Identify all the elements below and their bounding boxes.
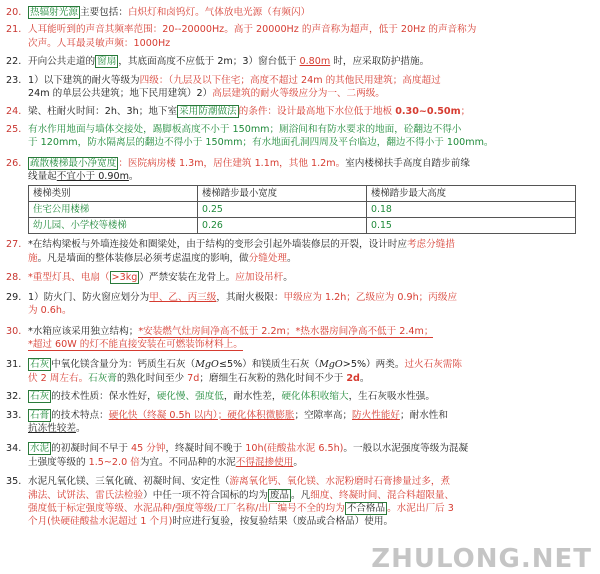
text-line (28, 271, 594, 284)
text-segment: ）中任一项不符合国标的均为 (143, 489, 268, 501)
text-segment: 时应进行复验，按复验结果（废品或合格品）使用。 (172, 516, 394, 528)
table-row (29, 202, 576, 218)
item-number: 22. (6, 56, 22, 68)
text-line (28, 372, 594, 385)
text-line (28, 338, 594, 351)
item-body (28, 442, 594, 469)
item-body (28, 55, 594, 68)
spacer (6, 150, 594, 157)
text-segment: 2d (346, 372, 360, 384)
text-segment: ：（九层及以下住宅；高度不超过 24m 的其他民用建筑；高度超过 (158, 74, 441, 86)
item-number: 33. (6, 409, 22, 421)
text-segment: 的技术特点： (51, 409, 109, 421)
text-segment: 时，应采取防护措施。 (330, 56, 430, 68)
text-segment: 10h(硅酸盐水泥 6.5h) (245, 443, 344, 455)
list-item (6, 55, 594, 68)
text-segment: *重型灯具、电扇（ (28, 272, 110, 284)
text-segment: 。 (359, 372, 370, 384)
list-item (6, 291, 594, 318)
item-number: 24. (6, 106, 22, 118)
text-segment: 沸法、试饼法、雷氏法检验 (28, 489, 144, 501)
list-item (6, 6, 594, 19)
text-line (28, 136, 594, 149)
item-body (28, 358, 594, 385)
text-segment: 梁、柱耐火时间：2h、3h； (28, 106, 149, 118)
keyword-box: 石膏 (30, 409, 50, 421)
text-segment: ：医院病房楼 1.3m，居住建筑 1.1m，其他 1.2m。 (118, 157, 346, 169)
item-body (28, 475, 594, 529)
text-segment: ； (460, 106, 471, 118)
list-item (6, 358, 594, 385)
text-segment: 0.80m (299, 56, 331, 68)
item-body (28, 6, 594, 19)
text-segment: 考虑分缝措 (406, 239, 455, 251)
list-item (6, 23, 594, 50)
item-number: 23. (6, 74, 22, 86)
text-line (28, 442, 594, 455)
item-body (28, 291, 594, 318)
item-body (28, 74, 594, 101)
text-segment: 。凡 (291, 489, 311, 501)
text-segment: 。 (283, 272, 293, 284)
text-segment: 石灰膏 (88, 372, 117, 384)
table-cell: 0.25 (198, 202, 367, 218)
text-line (28, 157, 594, 170)
text-segment: 。水泥出厂后 3 (387, 502, 454, 514)
table-header-row (29, 186, 576, 202)
text-segment: 24m 的单层公共建筑；地下民用建筑）2） (28, 88, 213, 100)
list-item (6, 475, 594, 529)
text-segment: 白炽灯和卤钨灯。气体放电光源（有频闪） (127, 7, 311, 18)
text-segment: 1）防火门、防火窗应划分为 (28, 291, 150, 303)
text-segment: 细度、终凝时间、混合料超限量、 (310, 489, 455, 501)
text-segment: *超过 60W 的灯不能直接安装在可燃装饰材料上。 (28, 338, 243, 350)
item-number: 30. (6, 325, 22, 337)
text-segment: *在结构梁板与外墙连接处和圈梁处，由于结构的变形会引起外墙装修层的开裂，设计时应 (28, 239, 407, 251)
keyword-box: 不合格品 (346, 502, 386, 514)
item-body (28, 123, 594, 150)
text-segment: 伏 2 周左右。 (28, 372, 89, 384)
text-segment: 开向公共走道的 (28, 56, 96, 68)
text-segment: 为宜。不同品种的水泥 (139, 456, 236, 468)
text-line (28, 74, 594, 87)
text-segment: 个月(快硬硅酸盐水泥超过 1 个月) (28, 516, 173, 528)
table-cell: 0.18 (367, 202, 576, 218)
item-body (28, 23, 594, 50)
text-segment: 分缝处理 (248, 252, 288, 264)
spacer (6, 435, 594, 442)
spacer (6, 318, 594, 325)
item-body (28, 390, 594, 403)
text-segment: 。 (75, 422, 86, 434)
keyword-box: 废品 (269, 489, 290, 501)
text-segment: 施 (28, 252, 38, 264)
text-segment: ；磨细生石灰粉的熟化时间不少于 (199, 372, 347, 384)
item-number: 21. (6, 24, 22, 36)
text-line (28, 390, 594, 403)
text-segment: ，其底面高度不应低于 2m；3）窗台低于 (118, 56, 300, 68)
text-segment: 线量起 (28, 171, 57, 183)
text-segment: 0.30~0.50m (395, 106, 461, 118)
text-segment: 水泥凡氧化镁、三氧化硫、初凝时间、安定性（ (28, 476, 230, 488)
text-segment: 土强度等级的 (28, 456, 89, 468)
text-segment: 游离氧化钙、氧化镁、水泥粉磨时石膏掺量过多，煮 (229, 476, 451, 488)
text-segment: 于 120mm，防水隔离层的翻边不得小于 150mm；有水地面孔洞四周及平台临边，翻边不得小于 100mm。 (28, 137, 494, 149)
item-number: 32. (6, 391, 22, 403)
text-segment: *水箱应该采用独立结构； (28, 325, 139, 337)
document-page (6, 6, 594, 529)
item-number: 26. (6, 157, 22, 169)
text-segment: 7d (187, 372, 200, 384)
text-segment: ，生石灰吸水性强。 (348, 391, 435, 403)
item-number: 29. (6, 291, 22, 303)
text-segment: 的条件：设计最高地下水位低于地板 (238, 106, 396, 118)
text-line (28, 37, 594, 50)
keyword-box: >3kg (111, 272, 138, 284)
text-line (28, 23, 594, 36)
text-segment: 硬化慢、强度低 (156, 391, 224, 403)
text-line (28, 123, 594, 136)
item-body (28, 325, 594, 352)
table-cell: 0.15 (367, 218, 576, 234)
text-segment: 1.5~2.0 倍 (88, 456, 140, 468)
keyword-box: 石灰 (30, 391, 50, 403)
text-segment: 硬化快（终凝 0.5h 以内）；硬化体积微膨胀 (108, 409, 295, 421)
item-number: 20. (6, 7, 22, 18)
table-cell: 0.26 (198, 218, 367, 234)
item-body (28, 105, 594, 118)
text-segment: 1）以下建筑的耐火等级为 (28, 74, 140, 86)
text-segment: 不得混掺使用 (235, 456, 294, 468)
text-segment: 应加设吊杆 (235, 272, 284, 284)
text-segment: 硬化体积收缩大 (281, 391, 349, 403)
text-segment: 高层建筑的耐火等级应分为一、二两级。 (212, 88, 385, 100)
text-line (28, 358, 594, 371)
text-segment: ≤5%）和镁质生石灰（ (218, 359, 319, 371)
item-number: 28. (6, 272, 22, 284)
text-segment: ）严禁安装在龙骨上。 (139, 272, 236, 284)
text-segment: 中氧化镁含量分为：钙质生石灰（ (51, 359, 196, 371)
text-segment: 为 0.6h。 (28, 305, 72, 317)
text-line (28, 6, 594, 19)
text-segment: 防火性能好 (352, 409, 401, 421)
list-item (6, 105, 594, 118)
stair-table (28, 185, 576, 234)
table-cell: 幼儿园、小学校等楼梯 (29, 218, 198, 234)
text-line (28, 291, 594, 304)
text-segment: ，终凝时间不晚于 (165, 443, 246, 455)
text-segment: 。 (293, 456, 303, 468)
spacer (6, 351, 594, 358)
item-body (28, 271, 594, 284)
keyword-box: 采用防潮做法 (179, 106, 237, 118)
list-item (6, 238, 594, 265)
list-item (6, 271, 594, 284)
item-body (28, 409, 594, 436)
text-line (28, 475, 594, 488)
text-segment: 。 (287, 252, 297, 264)
text-line (28, 55, 594, 68)
table-header-cell: 楼梯踏步最小宽度 (198, 186, 367, 202)
text-segment: 。 (128, 171, 139, 183)
list-item (6, 123, 594, 150)
text-segment: ；耐水性和 (400, 409, 448, 421)
text-segment: 过火石灰需陈 (404, 359, 462, 371)
keyword-box: 热辐射光源 (30, 7, 78, 18)
keyword-box: 水泥 (30, 443, 50, 455)
text-segment: ，耐水性差， (223, 391, 282, 403)
text-line (28, 252, 594, 265)
text-segment: ；空隙率高； (294, 409, 353, 421)
text-segment: 主要包括： (79, 7, 128, 18)
item-body (28, 157, 594, 237)
table-cell: 住宅公用楼梯 (29, 202, 198, 218)
text-line (28, 456, 594, 469)
text-segment: 次声。 (28, 37, 57, 49)
text-segment: 的熟化时间至少 (116, 372, 188, 384)
list-item (6, 409, 594, 436)
item-number: 27. (6, 239, 22, 251)
text-segment: 室内楼梯扶手高度自踏步前缘 (345, 157, 470, 169)
text-line (28, 409, 594, 422)
text-segment: 。一般以水泥强度等级为混凝 (343, 443, 469, 455)
text-segment: 甲、乙、丙三级 (149, 291, 217, 303)
text-segment: ，其耐火极限： (216, 291, 284, 303)
text-segment: 抗冻性较差 (28, 422, 76, 434)
text-line (28, 325, 594, 338)
text-segment: 四级 (139, 74, 159, 86)
item-body (28, 238, 594, 265)
text-segment: 45 分钟 (131, 443, 166, 455)
list-item (6, 325, 594, 352)
table-header-cell: 楼梯踏步最大高度 (367, 186, 576, 202)
text-segment: *安装燃气灶房间净高不低于 2.2m；*热水器房间净高不低于 2.4m； (138, 325, 434, 337)
table-row (29, 218, 576, 234)
text-segment: 人耳最灵敏声频：1000Hz (56, 37, 171, 49)
text-line (28, 87, 594, 100)
text-segment: 人耳能听到的声音其频率范围：20--20000Hz。高于 20000Hz 的声音称为超声，低于 20Hz 的声音称为 (28, 24, 477, 36)
text-segment: >5%）两类。 (342, 359, 405, 371)
text-line (28, 105, 594, 118)
keyword-box: 窗扇 (97, 56, 117, 68)
text-line (28, 422, 594, 435)
text-line (28, 304, 594, 317)
text-segment: 甲级应为 1.2h；乙级应为 0.9h；丙级应 (283, 291, 458, 303)
text-segment: MgO (195, 359, 219, 371)
item-number: 35. (6, 476, 22, 488)
list-item (6, 390, 594, 403)
text-segment: 强度低于标定强度等级、水泥品种/强度等级/工厂名称/出厂编号不全的均为 (28, 502, 345, 514)
list-item (6, 74, 594, 101)
text-segment: 的初凝时间不早于 (51, 443, 131, 455)
text-segment: 的技术性质：保水性好， (51, 391, 157, 403)
text-segment: 。凡是墙面的整体装修层必须考虑温度的影响，做 (37, 252, 249, 264)
text-line (28, 238, 594, 251)
text-segment: 有水作用地面与墙体交接处，踢脚板高度不小于 150mm；厕浴间和有防水要求的地面，砼翻边不得小 (28, 123, 462, 135)
text-line (28, 515, 594, 528)
list-item (6, 157, 594, 237)
list-item (6, 442, 594, 469)
item-number: 34. (6, 443, 22, 455)
item-number: 25. (6, 123, 22, 135)
keyword-box: 疏散楼梯最小净宽度 (30, 157, 117, 169)
text-segment: 地下室 (148, 106, 178, 118)
text-line (28, 502, 594, 515)
table-header-cell: 楼梯类别 (29, 186, 198, 202)
watermark: ZHULONG.NET (371, 543, 592, 574)
text-line (28, 170, 594, 183)
text-line (28, 489, 594, 502)
item-number: 31. (6, 359, 22, 371)
text-segment: MgO (318, 359, 343, 371)
text-segment: 不宜小于 0.90m (56, 171, 129, 183)
keyword-box: 石灰 (30, 359, 50, 371)
